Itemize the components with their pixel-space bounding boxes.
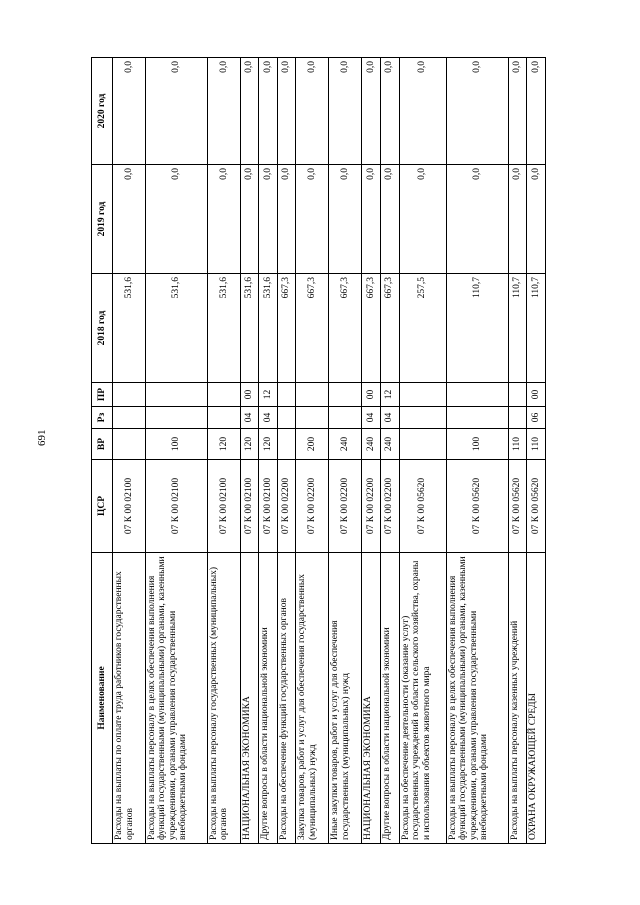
cell-pr: 00 <box>527 383 546 407</box>
cell-2020: 0,0 <box>380 58 399 165</box>
cell-2019: 0,0 <box>207 165 240 274</box>
cell-name: Расходы на выплаты персоналу в целях обеспечения выполнения функций государственными (муниципальными) органами, казенными учреждениями, органами управления государственными внебюджетными фондами <box>446 553 508 844</box>
cell-2018: 667,3 <box>296 274 329 383</box>
cell-csr: 07 К 00 05620 <box>508 460 527 553</box>
cell-name: Расходы на выплаты по оплате труда работников государственных органов <box>113 553 146 844</box>
header-csr: ЦСР <box>92 460 113 553</box>
cell-csr: 07 К 00 02100 <box>145 460 207 553</box>
cell-name: Расходы на выплаты персоналу государственных (муниципальных) органов <box>207 553 240 844</box>
cell-pr <box>399 383 446 407</box>
cell-rz <box>145 407 207 429</box>
cell-pr: 00 <box>362 383 381 407</box>
cell-2018: 257,5 <box>399 274 446 383</box>
cell-pr <box>508 383 527 407</box>
table-row <box>508 58 527 844</box>
cell-2018: 531,6 <box>240 274 259 383</box>
cell-2020: 0,0 <box>329 58 362 165</box>
cell-2018: 110,7 <box>508 274 527 383</box>
cell-pr <box>207 383 240 407</box>
cell-csr: 07 К 00 02200 <box>277 460 296 553</box>
cell-pr: 00 <box>240 383 259 407</box>
cell-vr: 200 <box>296 429 329 460</box>
cell-csr: 07 К 00 02200 <box>296 460 329 553</box>
cell-rz <box>329 407 362 429</box>
table-row <box>113 58 146 844</box>
cell-2020: 0,0 <box>362 58 381 165</box>
header-2020: 2020 год <box>92 58 113 165</box>
cell-2018: 531,6 <box>207 274 240 383</box>
cell-2020: 0,0 <box>277 58 296 165</box>
cell-2020: 0,0 <box>113 58 146 165</box>
cell-2020: 0,0 <box>399 58 446 165</box>
cell-2019: 0,0 <box>380 165 399 274</box>
cell-vr <box>113 429 146 460</box>
cell-2020: 0,0 <box>240 58 259 165</box>
cell-pr <box>296 383 329 407</box>
cell-rz: 04 <box>362 407 381 429</box>
cell-rz <box>277 407 296 429</box>
cell-2019: 0,0 <box>362 165 381 274</box>
cell-name: ОХРАНА ОКРУЖАЮЩЕЙ СРЕДЫ <box>527 553 546 844</box>
cell-name: Другие вопросы в области национальной экономики <box>380 553 399 844</box>
table-header-row <box>92 58 113 844</box>
cell-name: Расходы на обеспечение деятельности (оказание услуг) государственных учреждений в области сельского хозяйства, охраны и использования объектов животного мира <box>399 553 446 844</box>
cell-2020: 0,0 <box>527 58 546 165</box>
cell-rz: 06 <box>527 407 546 429</box>
cell-2020: 0,0 <box>259 58 278 165</box>
cell-2019: 0,0 <box>527 165 546 274</box>
cell-csr: 07 К 00 02100 <box>113 460 146 553</box>
table-row <box>240 58 259 844</box>
cell-2019: 0,0 <box>277 165 296 274</box>
budget-table-container <box>91 58 546 844</box>
cell-csr: 07 К 00 02200 <box>362 460 381 553</box>
header-pr: ПР <box>92 383 113 407</box>
cell-2018: 110,7 <box>527 274 546 383</box>
cell-vr: 100 <box>446 429 508 460</box>
cell-pr: 12 <box>380 383 399 407</box>
cell-rz <box>508 407 527 429</box>
cell-2018: 667,3 <box>277 274 296 383</box>
cell-2019: 0,0 <box>508 165 527 274</box>
table-row <box>296 58 329 844</box>
header-2018: 2018 год <box>92 274 113 383</box>
table-row <box>446 58 508 844</box>
cell-rz <box>399 407 446 429</box>
cell-2019: 0,0 <box>240 165 259 274</box>
cell-csr: 07 К 00 02100 <box>207 460 240 553</box>
cell-2019: 0,0 <box>296 165 329 274</box>
cell-name: НАЦИОНАЛЬНАЯ ЭКОНОМИКА <box>240 553 259 844</box>
header-rz: Рз <box>92 407 113 429</box>
cell-name: Расходы на обеспечение функций государственных органов <box>277 553 296 844</box>
table-row <box>259 58 278 844</box>
cell-vr <box>399 429 446 460</box>
cell-csr: 07 К 00 02200 <box>329 460 362 553</box>
cell-vr <box>277 429 296 460</box>
table-row <box>527 58 546 844</box>
cell-2018: 531,6 <box>145 274 207 383</box>
cell-pr <box>446 383 508 407</box>
table-row <box>380 58 399 844</box>
cell-2020: 0,0 <box>446 58 508 165</box>
cell-rz <box>296 407 329 429</box>
cell-name: Другие вопросы в области национальной экономики <box>259 553 278 844</box>
cell-rz: 04 <box>259 407 278 429</box>
table-row <box>329 58 362 844</box>
cell-rz <box>207 407 240 429</box>
cell-pr <box>145 383 207 407</box>
header-vr: ВР <box>92 429 113 460</box>
cell-rz: 04 <box>240 407 259 429</box>
cell-pr <box>329 383 362 407</box>
table-row <box>362 58 381 844</box>
page-number: 691 <box>36 429 48 446</box>
table-row <box>207 58 240 844</box>
cell-csr: 07 К 00 05620 <box>446 460 508 553</box>
table-row <box>399 58 446 844</box>
header-2019: 2019 год <box>92 165 113 274</box>
cell-vr: 110 <box>527 429 546 460</box>
cell-pr <box>277 383 296 407</box>
cell-vr: 100 <box>145 429 207 460</box>
table-row <box>145 58 207 844</box>
cell-2018: 667,3 <box>380 274 399 383</box>
cell-vr: 110 <box>508 429 527 460</box>
cell-2019: 0,0 <box>329 165 362 274</box>
cell-rz <box>113 407 146 429</box>
cell-name: НАЦИОНАЛЬНАЯ ЭКОНОМИКА <box>362 553 381 844</box>
cell-2019: 0,0 <box>145 165 207 274</box>
cell-2018: 667,3 <box>362 274 381 383</box>
header-name: Наименование <box>92 553 113 844</box>
cell-csr: 07 К 00 02200 <box>380 460 399 553</box>
cell-csr: 07 К 00 02100 <box>240 460 259 553</box>
cell-2019: 0,0 <box>113 165 146 274</box>
cell-vr: 120 <box>207 429 240 460</box>
cell-vr: 240 <box>380 429 399 460</box>
cell-pr <box>113 383 146 407</box>
cell-vr: 240 <box>329 429 362 460</box>
cell-csr: 07 К 00 02100 <box>259 460 278 553</box>
cell-2020: 0,0 <box>145 58 207 165</box>
cell-rz <box>446 407 508 429</box>
cell-pr: 12 <box>259 383 278 407</box>
cell-name: Расходы на выплаты персоналу казенных учреждений <box>508 553 527 844</box>
cell-2020: 0,0 <box>296 58 329 165</box>
cell-vr: 120 <box>259 429 278 460</box>
cell-2019: 0,0 <box>399 165 446 274</box>
cell-2018: 667,3 <box>329 274 362 383</box>
cell-csr: 07 К 00 05620 <box>527 460 546 553</box>
cell-2018: 531,6 <box>113 274 146 383</box>
cell-csr: 07 К 00 05620 <box>399 460 446 553</box>
cell-2020: 0,0 <box>207 58 240 165</box>
budget-table <box>91 57 546 844</box>
cell-2019: 0,0 <box>446 165 508 274</box>
table-row <box>277 58 296 844</box>
cell-name: Расходы на выплаты персоналу в целях обеспечения выполнения функций государственными (муниципальными) органами, казенными учреждениями, органами управления государственными внебюджетными фондами <box>145 553 207 844</box>
cell-vr: 120 <box>240 429 259 460</box>
cell-vr: 240 <box>362 429 381 460</box>
cell-2018: 531,6 <box>259 274 278 383</box>
cell-name: Закупка товаров, работ и услуг для обеспечения государственных (муниципальных) нужд <box>296 553 329 844</box>
cell-rz: 04 <box>380 407 399 429</box>
cell-2018: 110,7 <box>446 274 508 383</box>
cell-2020: 0,0 <box>508 58 527 165</box>
cell-name: Иные закупки товаров, работ и услуг для обеспечения государственных (муниципальных) нужд <box>329 553 362 844</box>
cell-2019: 0,0 <box>259 165 278 274</box>
